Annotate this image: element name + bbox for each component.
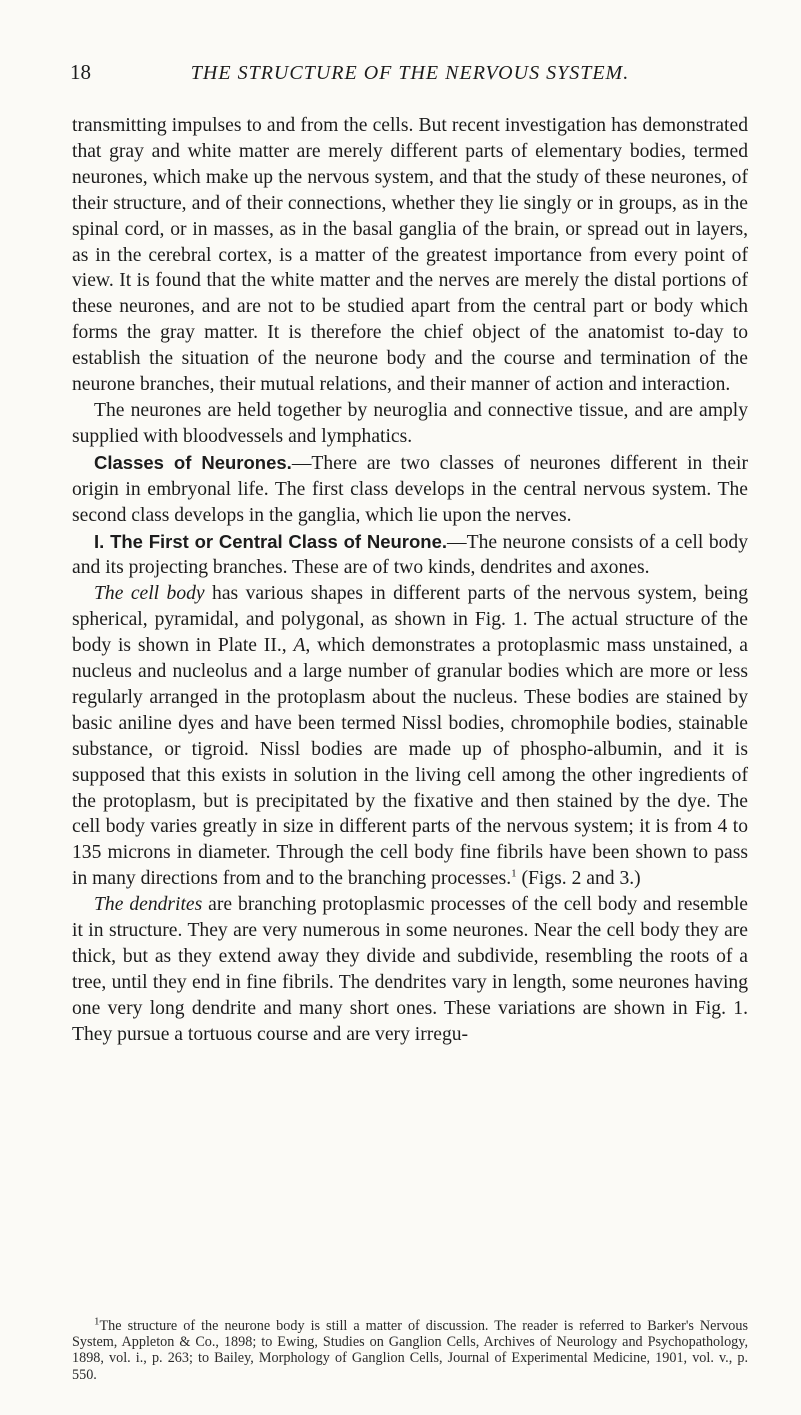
paragraph-text: are branching protoplasmic processes of the cell body and resemble it in structure. They are very numerous in some neurones. Near the cell body they are thick, but as they extend away they divide and subdivide, resembling the roots of a tree, until they end in fine fibrils. The dendrites vary in length, some neurones having one very long dendrite and many short ones. These variations are shown in Fig. 1. They pursue a tortuous course and are very irregu- (72, 894, 748, 1045)
term-cell-body: The cell body (94, 583, 205, 605)
paragraph-dendrites (72, 892, 748, 1047)
footnote-reference: 1 (511, 867, 517, 880)
paragraph-first-class (72, 529, 748, 582)
paragraph-text: —The neurone consists of a cell body and its projecting branches. These are of two kinds, dendrites and axones. (72, 531, 749, 579)
footnote-marker: 1 (94, 1315, 100, 1328)
paragraph-text: , which demonstrates a protoplasmic mass unstained, a nucleus and nucleolus and a large number of granular bodies which are more or less regularly arranged in the protoplasm about the nucleus. These bodies are stained by basic aniline dyes and have been termed Nissl bodies, chromophile bodies, stainable substance, or tigroid. Nissl bodies are made up of phospho-albumin, and it is supposed that this exists in solution in the living cell among the other ingredients of the protoplasm, but is precipitated by the fixative and then stained by the dye. The cell body varies greatly in size in different parts of the nervous system; it is from 4 to 135 microns in diameter. Through the cell body fine fibrils have been shown to pass in many directions from and to the branching processes. (72, 635, 748, 890)
page-header (70, 60, 750, 94)
footnote (72, 1315, 748, 1383)
paragraph-text: —There are two classes of neurones different in their origin in embryonal life. The first class develops in the central nervous system. The second class develops in the ganglia, which lie upon the nerves. (72, 452, 748, 526)
paragraph-text: (Figs. 2 and 3.) (516, 868, 641, 890)
term-dendrites: The dendrites (94, 894, 203, 916)
paragraph-2: The neurones are held together by neuroglia and connective tissue, and are amply supplied with bloodvessels and lymphatics. (72, 399, 748, 447)
paragraph-1: transmitting impulses to and from the cells. But recent investigation has demonstrated that gray and white matter are merely different parts of elementary bodies, termed neurones, which make up the nervous system, and that the study of these neurones, of their structure, and of their connections, whether they lie singly or in groups, as in the spinal cord, or in masses, as in the basal ganglia of the brain, or spread out in layers, as in the cerebral cortex, is a matter of the greatest importance from every point of view. It is found that the white matter and the nerves are merely the distal portions of these neurones, and are not to be studied apart from the central part or body which forms the gray matter. It is therefore the chief object of the anatomist to-day to establish the situation of the neurone body and the course and termination of the neurone branches, their mutual relations, and their manner of action and interaction. (72, 115, 748, 396)
section-heading-classes: Classes of Neurones. (94, 451, 292, 473)
plate-letter: A (293, 635, 306, 657)
paragraph-cell-body (72, 581, 748, 892)
running-title: THE STRUCTURE OF THE NERVOUS SYSTEM. (190, 62, 630, 84)
footnote-text-block (72, 1315, 748, 1383)
page-number: 18 (70, 60, 91, 84)
footnote-text: The structure of the neurone body is still a matter of discussion. The reader is referred to Barker's Nervous System, Appleton & Co., 1898; to Ewing, Studies on Ganglion Cells, Archives of Neurology and Psychopathology, 1898, vol. i., p. 263; to Bailey, Morphology of Ganglion Cells, Journal of Experimental Medicine, 1901, vol. v., p. 550. (72, 1318, 748, 1383)
section-heading-first-class: I. The First or Central Class of Neurone. (94, 530, 448, 552)
paragraph-text: has various shapes in different parts of the nervous system, being spherical, pyramidal, and polygonal, as shown in Fig. 1. The actual structure of the body is shown in Plate II., (72, 583, 748, 657)
paragraph-classes-of-neurones (72, 450, 748, 529)
body-text (72, 113, 748, 1048)
